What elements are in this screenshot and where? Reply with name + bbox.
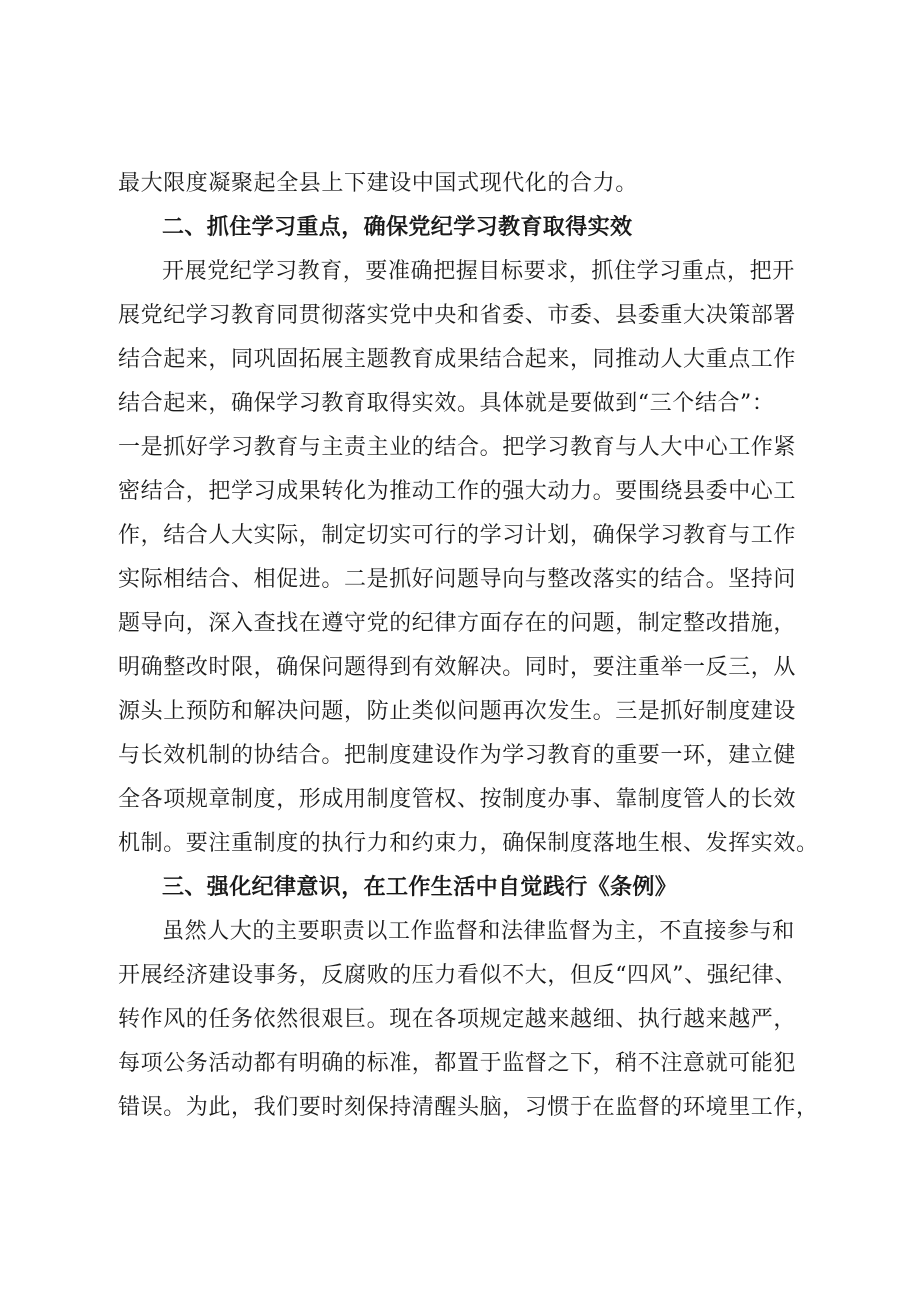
text-line: 源头上预防和解决问题，防止类似问题再次发生。三是抓好制度建设 (118, 699, 797, 724)
text-line: 错误。为此，我们要时刻保持清醒头脑，习惯于在监督的环境里工作， (118, 1095, 819, 1120)
text-line: 全各项规章制度，形成用制度管权、按制度办事、靠制度管人的长效 (118, 787, 797, 812)
text-line: 一是抓好学习教育与主责主业的结合。把学习教育与人大中心工作紧 (118, 435, 797, 460)
text-line: 密结合，把学习成果转化为推动工作的强大动力。要围绕县委中心工 (118, 479, 797, 504)
text-line: 每项公务活动都有明确的标准，都置于监督之下，稍不注意就可能犯 (118, 1051, 797, 1076)
text-line: 与长效机制的协结合。把制度建设作为学习教育的重要一环，建立健 (118, 743, 797, 768)
section-heading: 三、强化纪律意识，在工作生活中自觉践行《条例》 (162, 875, 678, 900)
text-line: 明确整改时限，确保问题得到有效解决。同时，要注重举一反三，从 (118, 655, 797, 680)
paragraph-first-line: 虽然人大的主要职责以工作监督和法律监督为主，不直接参与和 (162, 919, 795, 944)
text-line: 实际相结合、相促进。二是抓好问题导向与整改落实的结合。坚持问 (118, 567, 797, 592)
text-line: 最大限度凝聚起全县上下建设中国式现代化的合力。 (118, 171, 638, 196)
section-heading: 二、抓住学习重点，确保党纪学习教育取得实效 (162, 215, 633, 240)
text-line: 作，结合人大实际，制定切实可行的学习计划，确保学习教育与工作 (118, 523, 797, 548)
text-line: 结合起来，同巩固拓展主题教育成果结合起来，同推动人大重点工作 (118, 347, 797, 372)
text-line: 开展经济建设事务，反腐败的压力看似不大，但反“四风”、强纪律、 (118, 963, 798, 988)
text-line: 转作风的任务依然很艰巨。现在各项规定越来越细、执行越来越严， (118, 1007, 797, 1032)
paragraph-first-line: 开展党纪学习教育，要准确把握目标要求，抓住学习重点，把开 (162, 259, 795, 284)
text-line: 结合起来，确保学习教育取得实效。具体就是要做到“三个结合”： (118, 391, 775, 416)
text-line: 题导向，深入查找在遵守党的纪律方面存在的问题，制定整改措施， (118, 611, 797, 636)
text-line: 机制。要注重制度的执行力和约束力，确保制度落地生根、发挥实效。 (118, 831, 819, 856)
text-line: 展党纪学习教育同贯彻落实党中央和省委、市委、县委重大决策部署 (118, 303, 797, 328)
